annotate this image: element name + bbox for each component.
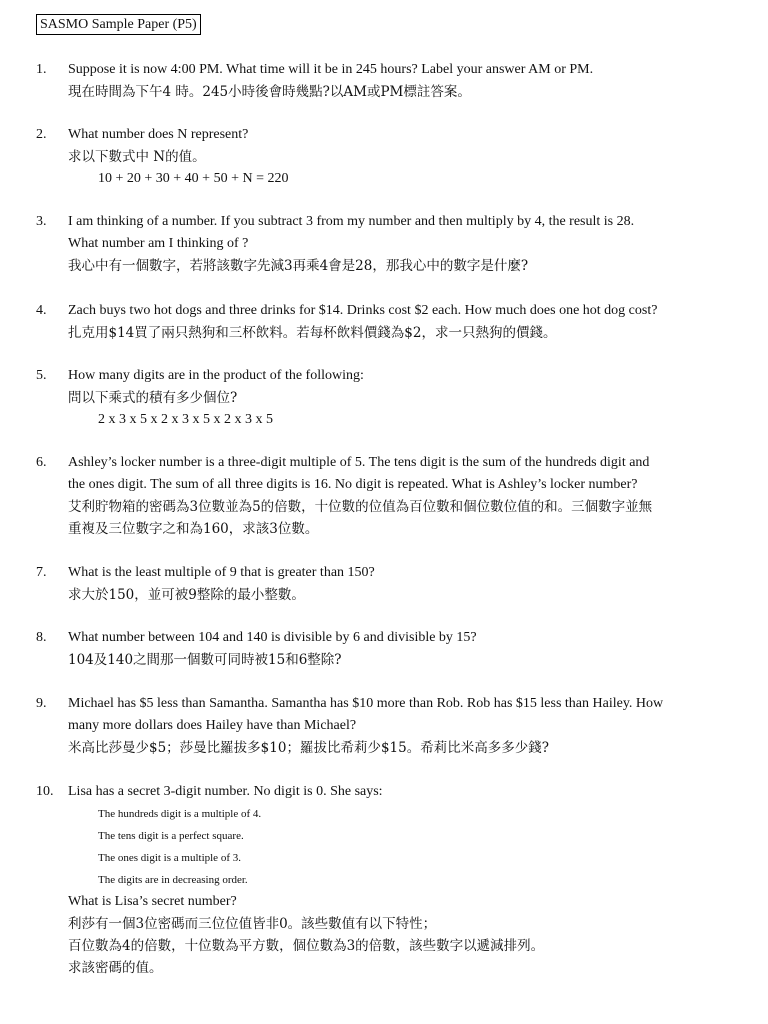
condition-item: The ones digit is a multiple of 3. [98,852,241,864]
question-text: I am thinking of a number. If you subtract 3 from my number and then multiply by 4, the result is 28. [68,214,635,229]
question-number: 6. [36,455,47,470]
question-text: Michael has $5 less than Samantha. Samantha has $10 more than Rob. Rob has $15 less than Hailey. How [68,696,664,711]
question-text-zh: 利莎有一個3位密碼而三位位值皆非0。該些數值有以下特性； [68,916,437,932]
question-number: 7. [36,565,47,580]
question-text-zh-cont: 重複及三位數字之和為160，求該3位數。 [68,521,319,537]
question-text-zh: 求以下數式中 N的值。 [68,149,206,165]
question-number: 10. [36,784,54,799]
question-text-zh: 扎克用$14買了兩只熱狗和三杯飲料。若每杯飲料價錢為$2，求一只熱狗的價錢。 [68,325,557,341]
question-text-zh: 104及140之間那一個數可同時被15和6整除? [68,652,342,668]
question-number: 2. [36,127,47,142]
condition-item: The hundreds digit is a multiple of 4. [98,808,262,820]
condition-item: The digits are in decreasing order. [98,874,248,886]
question-text-cont: the ones digit. The sum of all three digits is 16. No digit is repeated. What is Ashley’s locker number? [68,477,638,492]
question-text-zh-cont: 求該密碼的值。 [68,960,163,976]
question-text-zh: 求大於150，並可被9整除的最小整數。 [68,587,305,603]
question-text-zh: 米高比莎曼少$5；莎曼比羅拔多$10；羅拔比希莉少$15。希莉比米高多多少錢? [68,740,549,756]
question-text: Suppose it is now 4:00 PM. What time will it be in 245 hours? Label your answer AM or PM. [68,62,594,77]
question-ask: What is Lisa’s secret number? [68,894,237,909]
question-text: Ashley’s locker number is a three-digit multiple of 5. The tens digit is the sum of the hundreds digit and [68,455,650,470]
condition-item: The tens digit is a perfect square. [98,830,244,842]
question-number: 1. [36,62,47,77]
question-text-zh: 現在時間為下午4 時。245小時後會時幾點?以AM或PM標註答案。 [68,84,471,100]
question-number: 9. [36,696,47,711]
question-number: 5. [36,368,47,383]
question-text: How many digits are in the product of the following: [68,368,364,383]
question-text: What number does N represent? [68,127,249,142]
question-number: 4. [36,303,47,318]
question-number: 3. [36,214,47,229]
math-expression: 2 x 3 x 5 x 2 x 3 x 5 x 2 x 3 x 5 [98,412,273,427]
question-text-zh: 艾利貯物箱的密碼為3位數並為5的倍數，十位數的位值為百位數和個位數位值的和。三個數字並無 [68,499,653,515]
question-text: Lisa has a secret 3-digit number. No digit is 0. She says: [68,784,383,799]
question-text: What number between 104 and 140 is divisible by 6 and divisible by 15? [68,630,477,645]
math-expression: 10 + 20 + 30 + 40 + 50 + N = 220 [98,171,289,186]
question-number: 8. [36,630,47,645]
question-text-cont: many more dollars does Hailey have than Michael? [68,718,357,733]
question-text-zh: 我心中有一個數字，若將該數字先減3再乘4會是28，那我心中的數字是什麼? [68,258,529,274]
question-text-cont: What number am I thinking of ? [68,236,249,251]
page-title: SASMO Sample Paper (P5) [36,14,201,35]
question-text-zh-cont: 百位數為4的倍數，十位數為平方數，個位數為3的倍數，該些數字以遞減排列。 [68,938,545,954]
question-text: What is the least multiple of 9 that is greater than 150? [68,565,375,580]
question-text-zh: 問以下乘式的積有多少個位? [68,390,238,406]
question-text: Zach buys two hot dogs and three drinks for $14. Drinks cost $2 each. How much does one hot dog cost? [68,303,658,318]
